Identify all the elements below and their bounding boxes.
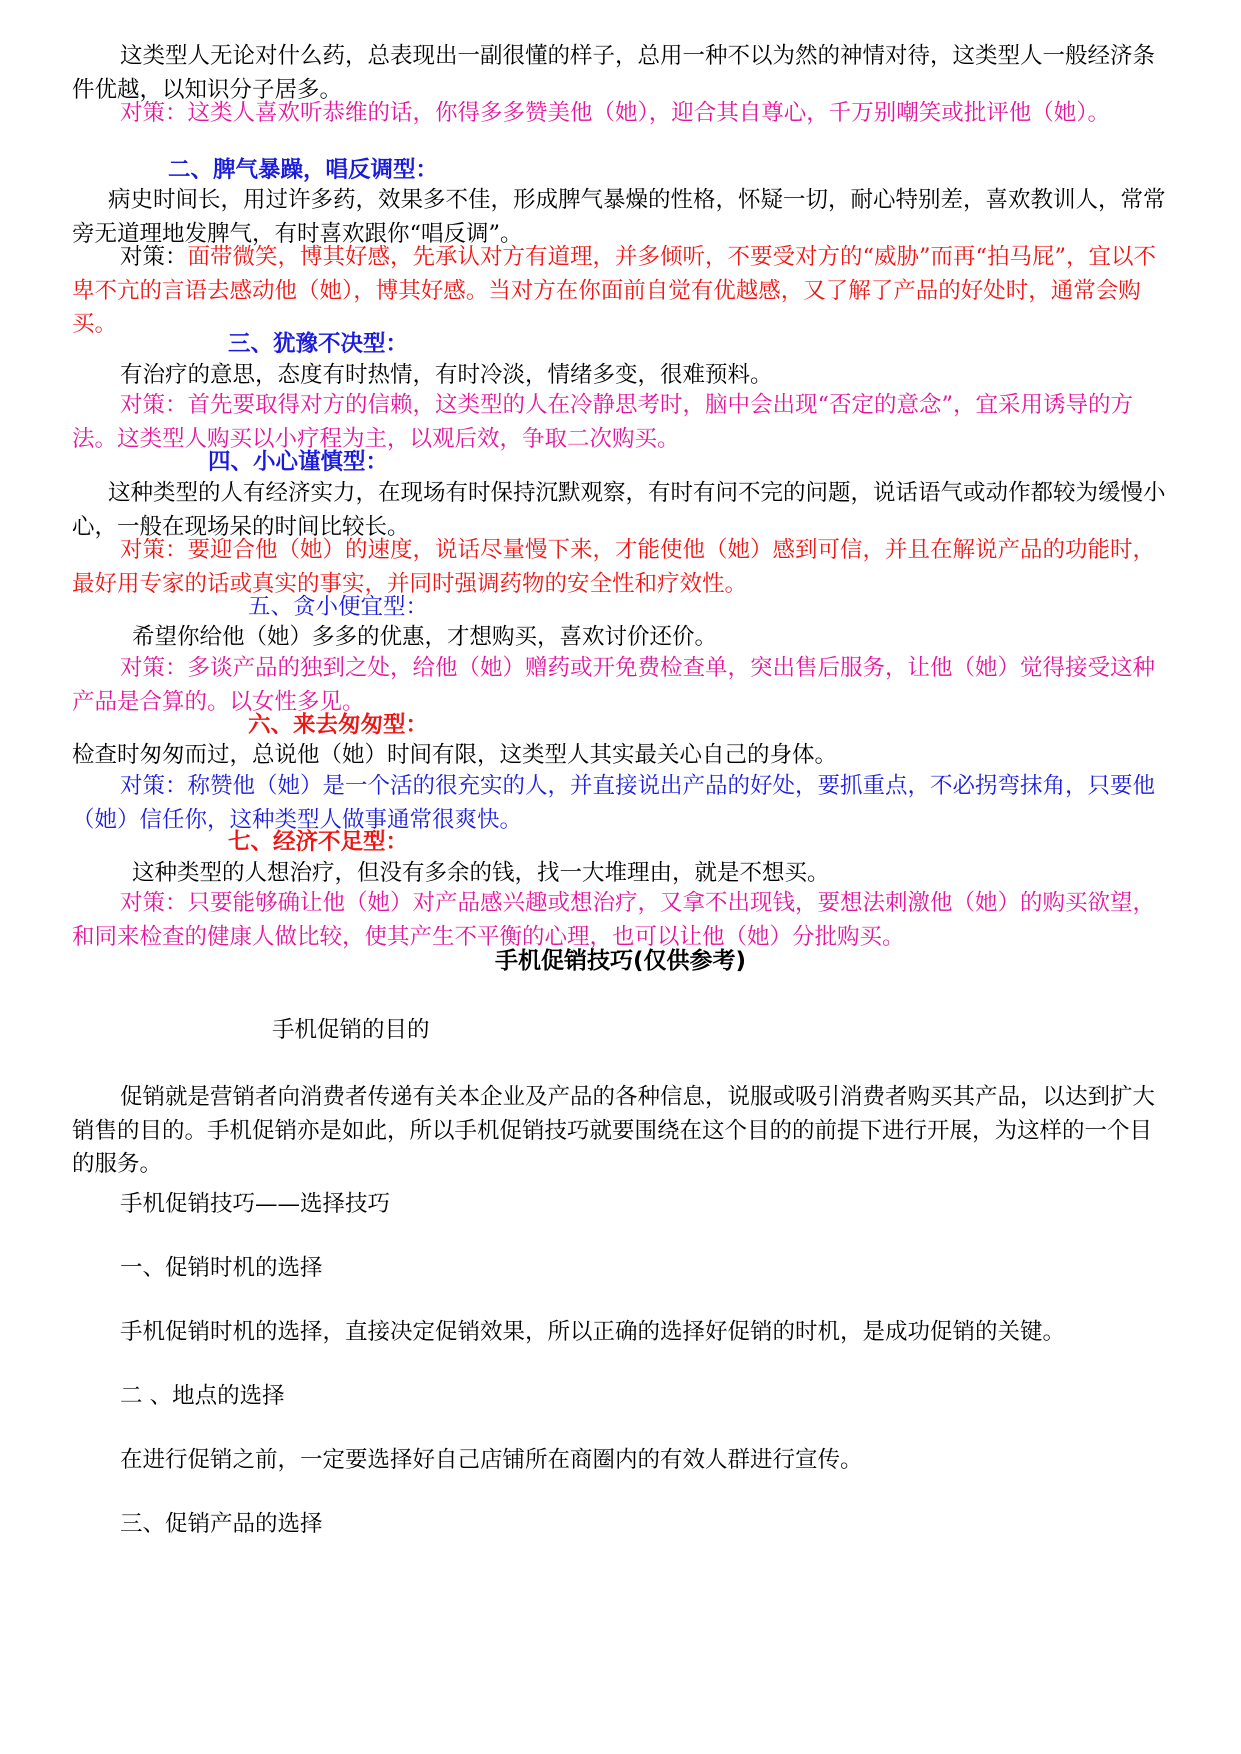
type2-heading: 二、脾气暴躁，唱反调型： [168, 157, 439, 183]
type2-strategy [72, 241, 1172, 342]
type2-strategy-text: 面带微笑，博其好感，先承认对方有道理，并多倾听，不要受对方的“威胁”而再“拍马屁”，宜以不卑不亢的言语去感动他（她），博其好感。当对方在你面前自觉有优越感，又了解了产品的好处时，通常会购买。 [72, 244, 1157, 337]
section1-heading: 一、促销时机的选择 [120, 1255, 323, 1281]
section2-heading: 二 、地点的选择 [120, 1383, 285, 1409]
type4-description: 这种类型的人有经济实力，在现场有时保持沉默观察，有时有问不完的问题，说话语气或动作都较为缓慢小心，一般在现场呆的时间比较长。 [72, 480, 1166, 540]
type6-strategy: 对策：称赞他（她）是一个活的很充实的人，并直接说出产品的好处，要抓重点，不必拐弯抹角，只要他（她）信任你，这种类型人做事通常很爽快。 [72, 773, 1156, 833]
type5-strategy: 对策：多谈产品的独到之处，给他（她）赠药或开免费检查单，突出售后服务，让他（她）觉得接受这种产品是合算的。以女性多见。 [72, 655, 1156, 715]
type3-strategy: 对策：首先要取得对方的信赖，这类型的人在冷静思考时，脑中会出现“否定的意念”，宜采用诱导的方法。这类型人购买以小疗程为主，以观后效，争取二次购买。 [72, 392, 1134, 452]
type3-description: 有治疗的意思，态度有时热情，有时冷淡，情绪多变，很难预料。 [120, 362, 773, 388]
type7-description: 这种类型的人想治疗，但没有多余的钱，找一大堆理由，就是不想买。 [132, 860, 830, 886]
type1-strategy: 对策：这类人喜欢听恭维的话，你得多多赞美他（她），迎合其自尊心，千万别嘲笑或批评他（她）。 [120, 100, 1111, 126]
type2-strategy-prefix: 对策： [120, 244, 188, 270]
type7-heading: 七、经济不足型： [228, 829, 409, 855]
type4-heading: 四、小心谨慎型： [208, 449, 389, 475]
section2-text: 在进行促销之前，一定要选择好自己店铺所在商圈内的有效人群进行宣传。 [120, 1447, 863, 1473]
type7-strategy: 对策：只要能够确让他（她）对产品感兴趣或想治疗，又拿不出现钱，要想法刺激他（她）的购买欲望，和同来检查的健康人做比较，使其产生不平衡的心理，也可以让他（她）分批购买。 [72, 890, 1156, 950]
purpose-heading: 手机促销的目的 [272, 1017, 430, 1043]
type6-description: 检查时匆匆而过，总说他（她）时间有限，这类型人其实最关心自己的身体。 [72, 742, 838, 768]
type4-strategy: 对策：要迎合他（她）的速度，说话尽量慢下来，才能使他（她）感到可信，并且在解说产品的功能时，最好用专家的话或真实的事实，并同时强调药物的安全性和疗效性。 [72, 537, 1156, 597]
section1-text: 手机促销时机的选择，直接决定促销效果，所以正确的选择好促销的时机，是成功促销的关键。 [120, 1319, 1066, 1345]
skills-heading: 手机促销技巧——选择技巧 [120, 1191, 391, 1217]
type2-description: 病史时间长，用过许多药，效果多不佳，形成脾气暴燥的性格，怀疑一切，耐心特别差，喜欢教训人，常常旁无道理地发脾气，有时喜欢跟你“唱反调”。 [72, 187, 1166, 247]
type3-heading: 三、犹豫不决型： [228, 331, 409, 357]
type5-heading: 五、贪小便宜型： [248, 594, 429, 620]
type5-description: 希望你给他（她）多多的优惠，才想购买，喜欢讨价还价。 [132, 624, 718, 650]
type1-description: 这类型人无论对什么药，总表现出一副很懂的样子，总用一种不以为然的神情对待，这类型人一般经济条件优越，以知识分子居多。 [72, 43, 1156, 103]
article-title: 手机促销技巧(仅供参考) [494, 948, 747, 974]
purpose-text: 促销就是营销者向消费者传递有关本企业及产品的各种信息，说服或吸引消费者购买其产品，以达到扩大销售的目的。手机促销亦是如此，所以手机促销技巧就要围绕在这个目的的前提下进行开展，为这样的一个目的服务。 [72, 1084, 1156, 1177]
type6-heading: 六、来去匆匆型： [248, 712, 429, 738]
section3-heading: 三、促销产品的选择 [120, 1511, 323, 1537]
